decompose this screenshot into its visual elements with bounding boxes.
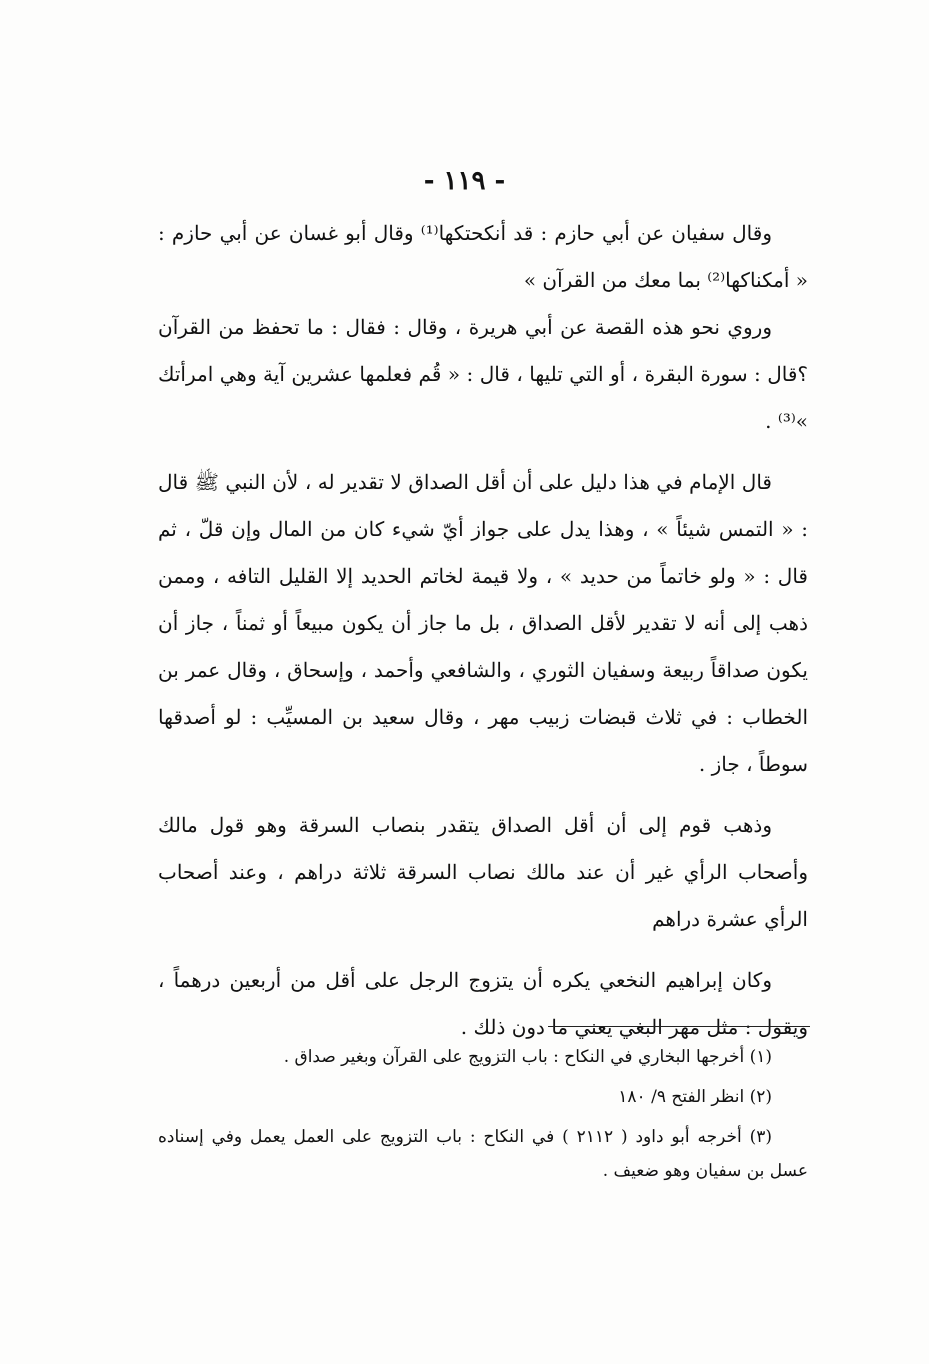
paragraph-5: وكان إبراهيم النخعي يكره أن يتزوج الرجل على أقل من أربعين درهماً ، ويقول : مثل مهر البغي يعني ما دون ذلك . xyxy=(158,968,808,1039)
paragraph-gap xyxy=(158,445,808,459)
footnote-2: (٢) انظر الفتح ٩/ ١٨٠ xyxy=(618,1087,772,1107)
paragraph-2: وروي نحو هذه القصة عن أبي هريرة ، وقال : فقال : ما تحفظ من القرآن ؟قال : سورة البقرة ، أو التي تليها ، قال : « قُم فعلمها عشرين آية وهي امرأتك »⁽³⁾ . xyxy=(158,315,808,433)
footnote-1: (١) أخرجها البخاري في النكاح : باب التزويج على القرآن وبغير صداق . xyxy=(283,1047,772,1067)
paragraph-3: قال الإمام في هذا دليل على أن أقل الصداق لا تقدير له ، لأن النبي ﷺ قال : « التمس شيئاً » ، وهذا يدل على جواز أيّ شيء كان من المال وإن قلّ ، ثم قال : « ولو خاتماً من حديد » ، ولا قيمة لخاتم الحديد إلا القليل التافه ، وممن ذهب إلى أنه لا تقدير لأقل الصداق ، بل ما جاز أن يكون مبيعاً أو ثمناً ، جاز أن يكون صداقاً ربيعة وسفيان الثوري ، والشافعي وأحمد ، وإسحاق ، وقال عمر بن الخطاب : في ثلاث قبضات زبيب مهر ، وقال سعيد بن المسيِّب : لو أصدقها سوطاً ، جاز . xyxy=(158,470,808,776)
main-text xyxy=(158,210,808,1051)
footnote-3: (٣) أخرجه أبو داود ( ٢١١٢ ) في النكاح : باب التزويج على العمل يعمل وفي إسناده عسل بن سفيان وهو ضعيف . xyxy=(158,1127,808,1181)
paragraph-gap xyxy=(158,943,808,957)
footnotes xyxy=(158,1040,808,1194)
footnote-divider xyxy=(548,1026,810,1027)
paragraph-1: وقال سفيان عن أبي حازم : قد أنكحتكها⁽¹⁾ وقال أبو غسان عن أبي حازم : « أمكناكها⁽²⁾ بما معك من القرآن » xyxy=(158,221,808,292)
paragraph-4: وذهب قوم إلى أن أقل الصداق يتقدر بنصاب السرقة وهو قول مالك وأصحاب الرأي غير أن عند مالك نصاب السرقة ثلاثة دراهم ، وعند أصحاب الرأي عشرة دراهم xyxy=(158,813,808,931)
paragraph-gap xyxy=(158,788,808,802)
page-number: - ١١٩ - xyxy=(423,166,506,196)
